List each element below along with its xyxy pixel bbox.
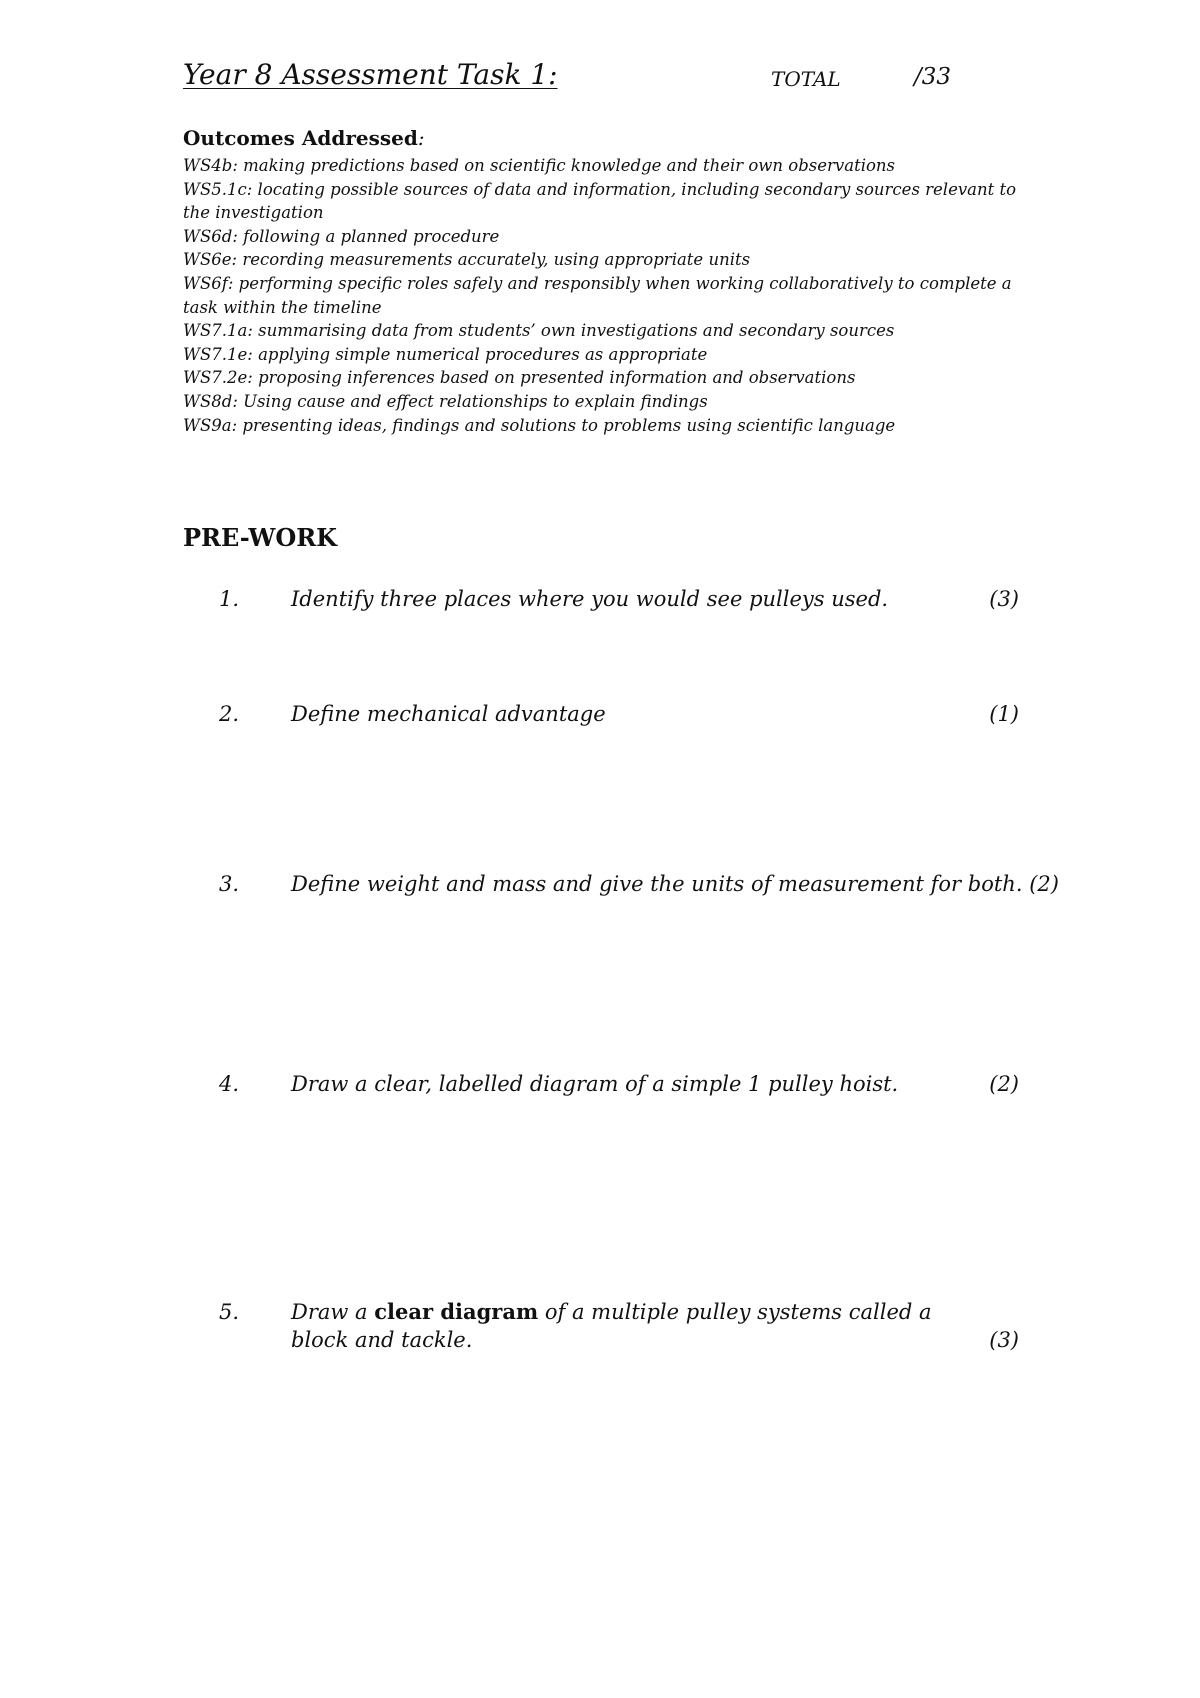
question-number: 2. [219, 702, 240, 726]
question-marks: (2) [989, 1072, 1019, 1096]
question-text: Draw a clear, labelled diagram of a simple 1 pulley hoist. [291, 1072, 899, 1096]
question-marks: (3) [989, 587, 1019, 611]
outcomes-section [183, 124, 1023, 437]
question-text: Define mechanical advantage [291, 702, 606, 726]
question-text-body: Define weight and mass and give the units of measurement for both. [291, 872, 1023, 896]
question-text-start: Draw a [291, 1300, 375, 1324]
question-marks: (1) [989, 702, 1019, 726]
outcomes-heading [183, 124, 1023, 152]
outcome-item: WS6d: following a planned procedure [183, 226, 500, 246]
question-text [291, 1298, 981, 1354]
outcome-item: WS6e: recording measurements accurately, using appropriate units [183, 250, 751, 270]
outcome-item: WS5.1c: locating possible sources of data and information, including secondary sources relevant to the investigation [183, 179, 1017, 223]
outcome-item: WS7.2e: proposing inferences based on presented information and observations [183, 368, 856, 388]
outcome-item: WS7.1a: summarising data from students’ own investigations and secondary sources [183, 321, 895, 341]
outcome-item: WS9a: presenting ideas, findings and solutions to problems using scientific language [183, 415, 896, 435]
prework-heading: PRE-WORK [183, 523, 338, 552]
question-text: Identify three places where you would see pulleys used. [291, 587, 889, 611]
question-text-end: of a multiple pulley systems called a block and tackle. [291, 1300, 932, 1352]
outcomes-heading-colon: : [417, 126, 425, 150]
question-number: 3. [219, 872, 240, 896]
question-marks: (2) [1029, 872, 1059, 896]
question-number: 5. [219, 1300, 240, 1324]
outcome-item: WS7.1e: applying simple numerical procedures as appropriate [183, 344, 708, 364]
outcome-item: WS8d: Using cause and effect relationships to explain findings [183, 391, 708, 411]
header [183, 58, 1003, 98]
question-number: 1. [219, 587, 240, 611]
outcome-item: WS4b: making predictions based on scientific knowledge and their own observations [183, 156, 896, 175]
outcome-list [183, 154, 1023, 437]
question-marks: (3) [989, 1328, 1019, 1352]
total-value: /33 [914, 64, 952, 90]
question-text [291, 870, 1059, 898]
page-title: Year 8 Assessment Task 1: [183, 58, 558, 91]
total-label: TOTAL [771, 67, 841, 91]
outcome-item: WS6f: performing specific roles safely and responsibly when working collaboratively to complete a task within the timeline [183, 273, 1012, 317]
question-text-emphasis: clear diagram [374, 1299, 539, 1324]
outcomes-heading-text: Outcomes Addressed [183, 126, 418, 150]
question-number: 4. [219, 1072, 240, 1096]
